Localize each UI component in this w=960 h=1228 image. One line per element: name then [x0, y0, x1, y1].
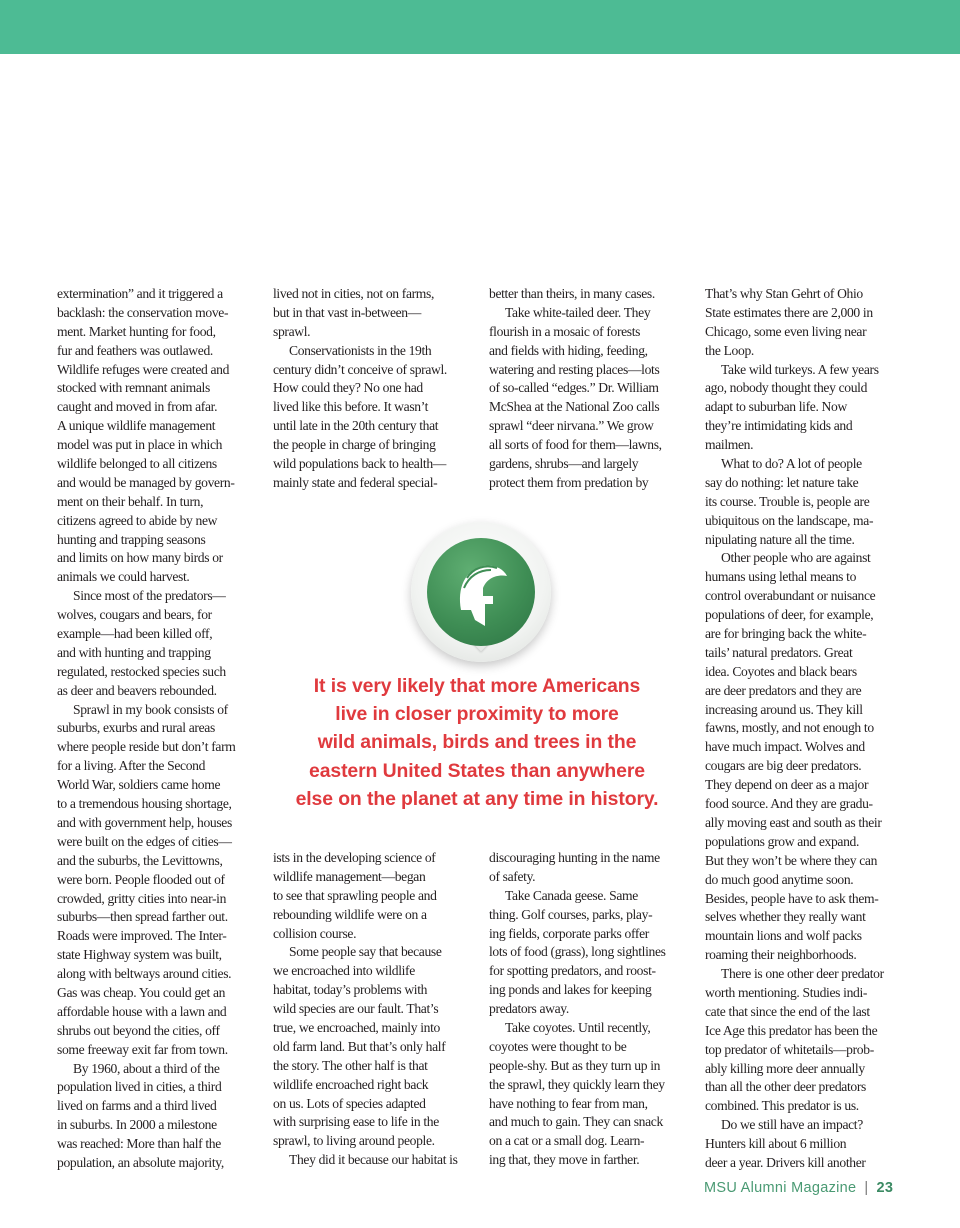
text-line: wildlife management—began	[273, 868, 426, 884]
pull-quote	[272, 672, 682, 813]
pull-quote-line: wild animals, birds and trees in the	[317, 731, 637, 754]
text-line: citizens agreed to abide by new	[57, 512, 218, 528]
text-line: was reached: More than half the	[57, 1136, 221, 1152]
text-line: the people in charge of bringing	[273, 437, 436, 453]
text-line: They did it because our habitat is	[289, 1152, 458, 1168]
text-line: some freeway exit far from town.	[57, 1041, 228, 1057]
text-line: cougars are big deer predators.	[705, 758, 862, 774]
text-line: watering and resting places—lots	[489, 361, 660, 377]
text-line: tails’ natural predators. Great	[705, 644, 853, 660]
text-line: of safety.	[489, 868, 536, 884]
text-line: mainly state and federal special-	[273, 474, 438, 490]
text-line: combined. This predator is us.	[705, 1098, 859, 1114]
text-line: A unique wildlife management	[57, 418, 216, 434]
text-line: were built on the edges of cities—	[57, 833, 232, 849]
text-line: top predator of whitetails—prob-	[705, 1041, 874, 1057]
text-line: but in that vast in-between—	[273, 304, 422, 320]
text-line: sprawl.	[273, 323, 311, 339]
text-line: say do nothing: let nature take	[705, 474, 859, 490]
text-line: extermination” and it triggered a	[57, 286, 223, 301]
text-line: discouraging hunting in the name	[489, 850, 660, 865]
text-line: and limits on how many birds or	[57, 550, 223, 566]
text-line: selves whether they really want	[705, 909, 866, 925]
text-line: Some people say that because	[289, 944, 442, 960]
text-line: ment. Market hunting for food,	[57, 323, 216, 339]
text-line: ubiquitous on the landscape, ma-	[705, 512, 874, 528]
pull-quote-line: eastern United States than anywhere	[309, 759, 645, 782]
text-line: on us. Lots of species adapted	[273, 1095, 426, 1111]
text-line: the story. The other half is that	[273, 1057, 428, 1073]
text-line: and fields with hiding, feeding,	[489, 342, 648, 358]
text-column-2-lower	[273, 849, 471, 1170]
text-line: thing. Golf courses, parks, play-	[489, 906, 653, 922]
text-line: they’re intimidating kids and	[705, 418, 853, 434]
text-line: cate that since the end of the last	[705, 1003, 870, 1019]
text-line: backlash: the conservation move-	[57, 304, 229, 320]
text-line: and with government help, houses	[57, 814, 232, 830]
text-line: shrubs out beyond the cities, off	[57, 1022, 220, 1038]
text-line: were born. People flooded out of	[57, 871, 225, 887]
text-line: in suburbs. In 2000 a milestone	[57, 1117, 217, 1133]
text-line: Take coyotes. Until recently,	[505, 1020, 651, 1036]
text-line: wildlife encroached right back	[273, 1076, 429, 1092]
text-line: McShea at the National Zoo calls	[489, 399, 660, 415]
text-line: populations of deer, for example,	[705, 607, 874, 623]
text-line: habitat, today’s problems with	[273, 982, 428, 998]
text-line: and the suburbs, the Levittowns,	[57, 852, 223, 868]
text-column-2-upper	[273, 285, 471, 493]
text-line: and with hunting and trapping	[57, 644, 211, 660]
text-line: for a living. After the Second	[57, 758, 206, 774]
text-line: Other people who are against	[721, 550, 871, 566]
text-line: wildlife belonged to all citizens	[57, 456, 217, 472]
text-line: the Loop.	[705, 342, 754, 358]
text-line: state Highway system was built,	[57, 947, 222, 963]
text-line: roaming their neighborhoods.	[705, 947, 857, 963]
text-line: have nothing to fear from man,	[489, 1095, 648, 1111]
text-line: for spotting predators, and roost-	[489, 963, 656, 979]
text-line: Take Canada geese. Same	[505, 887, 638, 903]
text-line: fur and feathers was outlawed.	[57, 342, 213, 358]
text-line: ing that, they move in farther.	[489, 1152, 640, 1168]
text-line: lived like this before. It wasn’t	[273, 399, 429, 415]
text-line: we encroached into wildlife	[273, 963, 415, 979]
text-line: By 1960, about a third of the	[73, 1060, 220, 1076]
text-line: But they won’t be where they can	[705, 852, 878, 868]
text-line: Do we still have an impact?	[721, 1117, 863, 1133]
text-line: suburbs, exurbs and rural areas	[57, 720, 215, 736]
text-column-3-lower	[489, 849, 687, 1170]
text-column-1	[57, 285, 255, 1173]
pull-quote-line: live in closer proximity to more	[335, 703, 619, 726]
text-line: example—had been killed off,	[57, 626, 213, 642]
msu-logo	[411, 522, 551, 662]
text-line: better than theirs, in many cases.	[489, 286, 655, 301]
text-line: model was put in place in which	[57, 437, 223, 453]
text-line: to see that sprawling people and	[273, 887, 437, 903]
text-line: Hunters kill about 6 million	[705, 1136, 847, 1152]
text-line: Take white-tailed deer. They	[505, 304, 651, 320]
text-line: wolves, cougars and bears, for	[57, 607, 212, 623]
text-line: Wildlife refuges were created and	[57, 361, 230, 377]
text-line: rebounding wildlife were on a	[273, 906, 427, 922]
text-line: suburbs—then spread farther out.	[57, 909, 228, 925]
text-line: ally moving east and south as their	[705, 814, 882, 830]
top-color-bar	[0, 0, 960, 54]
text-line: populations grow and expand.	[705, 833, 860, 849]
text-line: control overabundant or nuisance	[705, 588, 876, 604]
text-line: collision course.	[273, 925, 357, 941]
text-line: and much to gain. They can snack	[489, 1114, 663, 1130]
text-line: Since most of the predators—	[73, 588, 226, 604]
text-line: its course. Trouble is, people are	[705, 493, 870, 509]
text-line: How could they? No one had	[273, 380, 423, 396]
text-line: predators away.	[489, 1001, 569, 1017]
text-line: ing fields, corporate parks offer	[489, 925, 649, 941]
text-line: of so-called “edges.” Dr. William	[489, 380, 659, 396]
text-line: Conservationists in the 19th	[289, 342, 432, 358]
text-column-3-upper	[489, 285, 687, 493]
text-line: ment on their behalf. In turn,	[57, 493, 204, 509]
text-line: World War, soldiers came home	[57, 777, 221, 793]
text-line: wild populations back to health—	[273, 456, 447, 472]
text-line: the sprawl, they quickly learn they	[489, 1076, 665, 1092]
page-footer	[704, 1180, 893, 1196]
text-line: as deer and beavers rebounded.	[57, 682, 217, 698]
text-line: until late in the 20th century that	[273, 418, 439, 434]
text-line: Besides, people have to ask them-	[705, 890, 879, 906]
text-line: There is one other deer predator	[721, 966, 884, 982]
magazine-name: MSU Alumni Magazine	[704, 1180, 857, 1196]
text-line: caught and moved in from afar.	[57, 399, 218, 415]
text-line: where people reside but don’t farm	[57, 739, 236, 755]
text-line: ing ponds and lakes for keeping	[489, 982, 652, 998]
text-line: are for bringing back the white-	[705, 626, 867, 642]
text-line: They depend on deer as a major	[705, 777, 869, 793]
text-line: all sorts of food for them—lawns,	[489, 437, 662, 453]
text-line: humans using lethal means to	[705, 569, 857, 585]
text-line: people-shy. But as they turn up in	[489, 1057, 661, 1073]
text-line: wild species are our fault. That’s	[273, 1001, 439, 1017]
text-line: sprawl, to living around people.	[273, 1133, 435, 1149]
text-line: Sprawl in my book consists of	[73, 701, 228, 717]
text-line: true, we encroached, mainly into	[273, 1020, 440, 1036]
text-line: sprawl “deer nirvana.” We grow	[489, 418, 654, 434]
text-line: mountain lions and wolf packs	[705, 928, 862, 944]
text-line: along with beltways around cities.	[57, 966, 232, 982]
text-line: worth mentioning. Studies indi-	[705, 984, 868, 1000]
spartan-helmet-icon	[427, 538, 535, 646]
text-line: lived not in cities, not on farms,	[273, 286, 435, 301]
text-line: animals we could harvest.	[57, 569, 190, 585]
page-number: 23	[876, 1180, 894, 1196]
text-line: What to do? A lot of people	[721, 456, 862, 472]
text-line: nipulating nature all the time.	[705, 531, 855, 547]
text-column-4	[705, 285, 903, 1173]
text-line: hunting and trapping seasons	[57, 531, 206, 547]
text-line: deer a year. Drivers kill another	[705, 1154, 866, 1170]
text-line: old farm land. But that’s only half	[273, 1038, 446, 1054]
text-line: flourish in a mosaic of forests	[489, 323, 641, 339]
text-line: Gas was cheap. You could get an	[57, 984, 226, 1000]
text-line: Ice Age this predator has been the	[705, 1022, 878, 1038]
text-line: coyotes were thought to be	[489, 1038, 627, 1054]
text-line: and would be managed by govern-	[57, 474, 235, 490]
text-line: That’s why Stan Gehrt of Ohio	[705, 286, 863, 301]
text-line: crowded, gritty cities into near-in	[57, 890, 227, 906]
text-line: lived on farms and a third lived	[57, 1098, 217, 1114]
text-line: food source. And they are gradu-	[705, 796, 873, 812]
text-line: affordable house with a lawn and	[57, 1003, 227, 1019]
text-line: to a tremendous housing shortage,	[57, 796, 232, 812]
text-line: State estimates there are 2,000 in	[705, 304, 873, 320]
pull-quote-line: It is very likely that more Americans	[313, 675, 641, 697]
text-line: are deer predators and they are	[705, 682, 862, 698]
text-line: protect them from predation by	[489, 474, 649, 490]
text-line: adapt to suburban life. Now	[705, 399, 847, 415]
text-line: Take wild turkeys. A few years	[721, 361, 879, 377]
text-line: increasing around us. They kill	[705, 701, 863, 717]
text-line: idea. Coyotes and black bears	[705, 663, 857, 679]
text-line: stocked with remnant animals	[57, 380, 210, 396]
text-line: do much good anytime soon.	[705, 871, 854, 887]
text-line: Chicago, some even living near	[705, 323, 867, 339]
text-line: Roads were improved. The Inter-	[57, 928, 227, 944]
text-line: have much impact. Wolves and	[705, 739, 865, 755]
text-line: population lived in cities, a third	[57, 1079, 222, 1095]
text-line: regulated, restocked species such	[57, 663, 226, 679]
text-line: lots of food (grass), long sightlines	[489, 944, 666, 960]
text-line: gardens, shrubs—and largely	[489, 456, 639, 472]
text-line: on a cat or a small dog. Learn-	[489, 1133, 645, 1149]
text-line: population, an absolute majority,	[57, 1154, 224, 1170]
pull-quote-line: else on the planet at any time in history.	[295, 787, 659, 810]
text-line: than all the other deer predators	[705, 1079, 866, 1095]
text-line: century didn’t conceive of sprawl.	[273, 361, 447, 377]
text-line: with surprising ease to life in the	[273, 1114, 439, 1130]
text-line: ists in the developing science of	[273, 850, 436, 865]
text-line: fawns, mostly, and not enough to	[705, 720, 874, 736]
footer-separator: |	[864, 1180, 869, 1196]
text-line: ago, nobody thought they could	[705, 380, 868, 396]
text-line: ably killing more deer annually	[705, 1060, 865, 1076]
text-line: mailmen.	[705, 437, 754, 453]
